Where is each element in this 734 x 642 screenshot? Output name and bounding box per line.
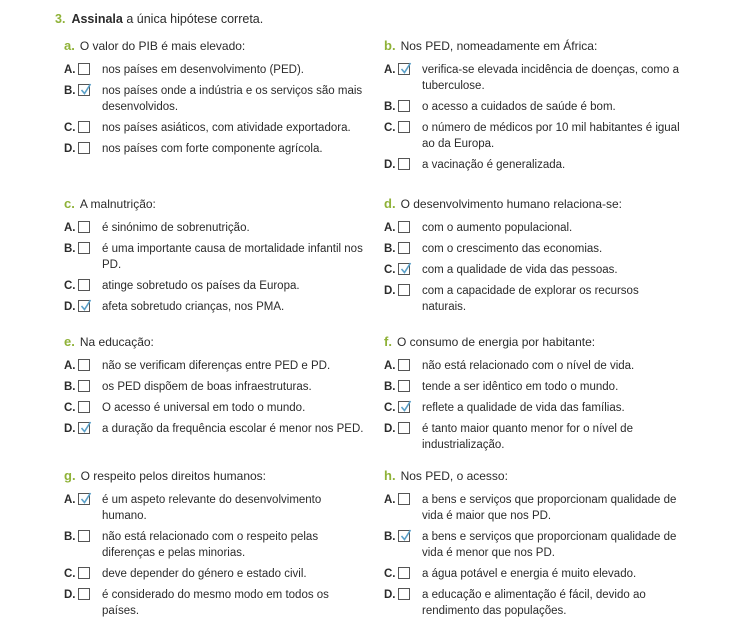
option-row xyxy=(64,400,364,416)
option-letter: A. xyxy=(64,64,76,76)
question-text: Nos PED, o acesso: xyxy=(400,469,508,483)
question-letter: g. xyxy=(64,468,76,483)
question-letter: f. xyxy=(384,334,392,349)
option-text: não se verificam diferenças entre PED e PD. xyxy=(102,360,331,372)
checkbox[interactable] xyxy=(78,121,90,133)
instruction-verb: Assinala xyxy=(71,12,123,26)
option-text: é uma importante causa de mortalidade infantil nos PD. xyxy=(102,243,363,271)
checkbox[interactable] xyxy=(398,121,410,133)
option-text: a educação e alimentação é fácil, devido ao rendimento das populações. xyxy=(422,589,646,617)
checkbox[interactable] xyxy=(398,284,410,296)
option-letter: B. xyxy=(64,381,76,393)
question-letter: b. xyxy=(384,38,396,53)
option-letter: B. xyxy=(64,85,76,97)
checkbox-checked[interactable] xyxy=(398,63,410,75)
question-heading xyxy=(64,38,364,53)
option-letter: B. xyxy=(384,101,396,113)
exercise-instruction xyxy=(55,12,263,26)
option-text: é considerado do mesmo modo em todos os países. xyxy=(102,589,329,617)
option-text: a bens e serviços que proporcionam qualidade de vida é maior que nos PD. xyxy=(422,494,677,522)
question-heading xyxy=(64,468,364,483)
option-letter: D. xyxy=(384,159,396,171)
option-letter: B. xyxy=(384,531,396,543)
option-row xyxy=(64,220,364,236)
question-letter: d. xyxy=(384,196,396,211)
checkbox[interactable] xyxy=(78,359,90,371)
option-row xyxy=(384,358,684,374)
option-text: tende a ser idêntico em todo o mundo. xyxy=(422,381,619,393)
option-row xyxy=(64,358,364,374)
question-1 xyxy=(384,38,684,178)
checkbox[interactable] xyxy=(398,359,410,371)
option-text: a bens e serviços que proporcionam qualidade de vida é menor que nos PD. xyxy=(422,531,677,559)
option-text: verifica-se elevada incidência de doenças, como a tuberculose. xyxy=(422,64,679,92)
option-text: o número de médicos por 10 mil habitantes é igual ao da Europa. xyxy=(422,122,680,150)
option-text: deve depender do género e estado civil. xyxy=(102,568,307,580)
question-text: O valor do PIB é mais elevado: xyxy=(79,39,246,53)
checkbox-checked[interactable] xyxy=(398,401,410,413)
option-text: afeta sobretudo crianças, nos PMA. xyxy=(102,301,285,313)
option-row xyxy=(384,566,684,582)
checkbox[interactable] xyxy=(398,422,410,434)
option-letter: C. xyxy=(64,122,76,134)
question-text: A malnutrição: xyxy=(79,197,156,211)
checkmark-icon xyxy=(80,492,92,505)
option-letter: A. xyxy=(64,222,76,234)
question-heading xyxy=(384,468,684,483)
option-row xyxy=(384,262,684,278)
question-letter: e. xyxy=(64,334,75,349)
option-letter: B. xyxy=(384,243,396,255)
checkbox[interactable] xyxy=(398,380,410,392)
question-letter: a. xyxy=(64,38,75,53)
checkmark-icon xyxy=(400,62,412,75)
option-letter: C. xyxy=(384,264,396,276)
checkmark-icon xyxy=(80,299,92,312)
option-row xyxy=(384,421,684,453)
option-text: os PED dispõem de boas infraestruturas. xyxy=(102,381,312,393)
option-letter: A. xyxy=(384,360,396,372)
option-row xyxy=(384,157,684,173)
option-text: nos países onde a indústria e os serviços são mais desenvolvidos. xyxy=(102,85,363,113)
option-text: com a qualidade de vida das pessoas. xyxy=(422,264,618,276)
option-letter: D. xyxy=(384,589,396,601)
question-heading xyxy=(64,334,364,349)
checkbox-checked[interactable] xyxy=(78,422,90,434)
question-letter: c. xyxy=(64,196,75,211)
question-5 xyxy=(384,334,684,458)
option-row xyxy=(64,566,364,582)
question-heading xyxy=(384,196,684,211)
checkbox-checked[interactable] xyxy=(78,493,90,505)
checkbox[interactable] xyxy=(398,493,410,505)
option-letter: C. xyxy=(384,122,396,134)
option-row xyxy=(64,587,364,619)
checkbox[interactable] xyxy=(78,401,90,413)
checkmark-icon xyxy=(400,262,412,275)
option-letter: A. xyxy=(384,64,396,76)
option-text: a duração da frequência escolar é menor nos PED. xyxy=(102,423,364,435)
option-letter: C. xyxy=(384,402,396,414)
checkbox[interactable] xyxy=(398,100,410,112)
option-row xyxy=(384,492,684,524)
question-6 xyxy=(64,468,364,624)
option-letter: B. xyxy=(64,531,76,543)
checkbox[interactable] xyxy=(78,279,90,291)
question-text: Na educação: xyxy=(79,335,154,349)
option-letter: D. xyxy=(64,423,76,435)
checkmark-icon xyxy=(80,83,92,96)
checkbox-checked[interactable] xyxy=(78,84,90,96)
checkbox-checked[interactable] xyxy=(78,300,90,312)
option-row xyxy=(384,62,684,94)
option-letter: C. xyxy=(64,280,76,292)
option-text: nos países com forte componente agrícola. xyxy=(102,143,323,155)
option-text: nos países em desenvolvimento (PED). xyxy=(102,64,304,76)
option-text: não está relacionado com o nível de vida. xyxy=(422,360,635,372)
checkbox[interactable] xyxy=(398,567,410,579)
option-letter: A. xyxy=(384,494,396,506)
question-7 xyxy=(384,468,684,624)
checkbox-checked[interactable] xyxy=(398,530,410,542)
option-letter: C. xyxy=(64,402,76,414)
option-letter: D. xyxy=(384,285,396,297)
option-letter: B. xyxy=(64,243,76,255)
checkmark-icon xyxy=(400,400,412,413)
option-letter: D. xyxy=(64,589,76,601)
option-text: O acesso é universal em todo o mundo. xyxy=(102,402,306,414)
option-letter: D. xyxy=(384,423,396,435)
option-row xyxy=(384,241,684,257)
option-row xyxy=(384,400,684,416)
checkbox[interactable] xyxy=(78,221,90,233)
question-text: O respeito pelos direitos humanos: xyxy=(80,469,266,483)
option-letter: B. xyxy=(384,381,396,393)
checkmark-icon xyxy=(400,529,412,542)
option-row xyxy=(64,492,364,524)
option-text: com a capacidade de explorar os recursos naturais. xyxy=(422,285,639,313)
option-row xyxy=(384,529,684,561)
option-text: com o aumento populacional. xyxy=(422,222,573,234)
option-row xyxy=(64,83,364,115)
question-text: O desenvolvimento humano relaciona-se: xyxy=(400,197,623,211)
option-letter: C. xyxy=(64,568,76,580)
checkbox[interactable] xyxy=(398,158,410,170)
option-row xyxy=(384,120,684,152)
question-4 xyxy=(64,334,364,442)
checkbox[interactable] xyxy=(78,380,90,392)
option-row xyxy=(384,220,684,236)
question-2 xyxy=(64,196,364,320)
checkbox[interactable] xyxy=(398,242,410,254)
option-text: atinge sobretudo os países da Europa. xyxy=(102,280,300,292)
option-text: a água potável e energia é muito elevado. xyxy=(422,568,637,580)
question-text: Nos PED, nomeadamente em África: xyxy=(400,39,598,53)
option-row xyxy=(64,241,364,273)
checkbox[interactable] xyxy=(78,567,90,579)
option-text: nos países asiáticos, com atividade exportadora. xyxy=(102,122,351,134)
question-3 xyxy=(384,196,684,320)
exercise-number: 3. xyxy=(55,12,66,26)
option-text: é sinónimo de sobrenutrição. xyxy=(102,222,250,234)
question-text: O consumo de energia por habitante: xyxy=(396,335,596,349)
option-letter: D. xyxy=(64,143,76,155)
option-row xyxy=(64,141,364,157)
option-text: é tanto maior quanto menor for o nível de industrialização. xyxy=(422,423,633,451)
question-heading xyxy=(64,196,364,211)
checkbox-checked[interactable] xyxy=(398,263,410,275)
checkmark-icon xyxy=(80,421,92,434)
option-row xyxy=(64,62,364,78)
option-text: com o crescimento das economias. xyxy=(422,243,603,255)
option-letter: A. xyxy=(384,222,396,234)
option-row xyxy=(64,299,364,315)
option-row xyxy=(384,99,684,115)
option-text: a vacinação é generalizada. xyxy=(422,159,566,171)
option-text: é um aspeto relevante do desenvolvimento humano. xyxy=(102,494,322,522)
option-letter: D. xyxy=(64,301,76,313)
instruction-text: a única hipótese correta. xyxy=(126,12,264,26)
question-0 xyxy=(64,38,364,162)
checkbox[interactable] xyxy=(398,588,410,600)
option-row xyxy=(64,379,364,395)
checkbox[interactable] xyxy=(78,242,90,254)
option-row xyxy=(64,529,364,561)
question-heading xyxy=(384,334,684,349)
option-row xyxy=(384,283,684,315)
checkbox[interactable] xyxy=(78,588,90,600)
option-row xyxy=(384,379,684,395)
option-letter: A. xyxy=(64,494,76,506)
option-row xyxy=(64,421,364,437)
checkbox[interactable] xyxy=(398,221,410,233)
option-text: reflete a qualidade de vida das famílias. xyxy=(422,402,625,414)
question-letter: h. xyxy=(384,468,396,483)
option-row xyxy=(64,278,364,294)
option-letter: A. xyxy=(64,360,76,372)
option-text: não está relacionado com o respeito pelas diferenças e pelas minorias. xyxy=(102,531,319,559)
checkbox[interactable] xyxy=(78,63,90,75)
option-letter: C. xyxy=(384,568,396,580)
option-text: o acesso a cuidados de saúde é bom. xyxy=(422,101,616,113)
checkbox[interactable] xyxy=(78,142,90,154)
option-row xyxy=(384,587,684,619)
checkbox[interactable] xyxy=(78,530,90,542)
option-row xyxy=(64,120,364,136)
question-heading xyxy=(384,38,684,53)
